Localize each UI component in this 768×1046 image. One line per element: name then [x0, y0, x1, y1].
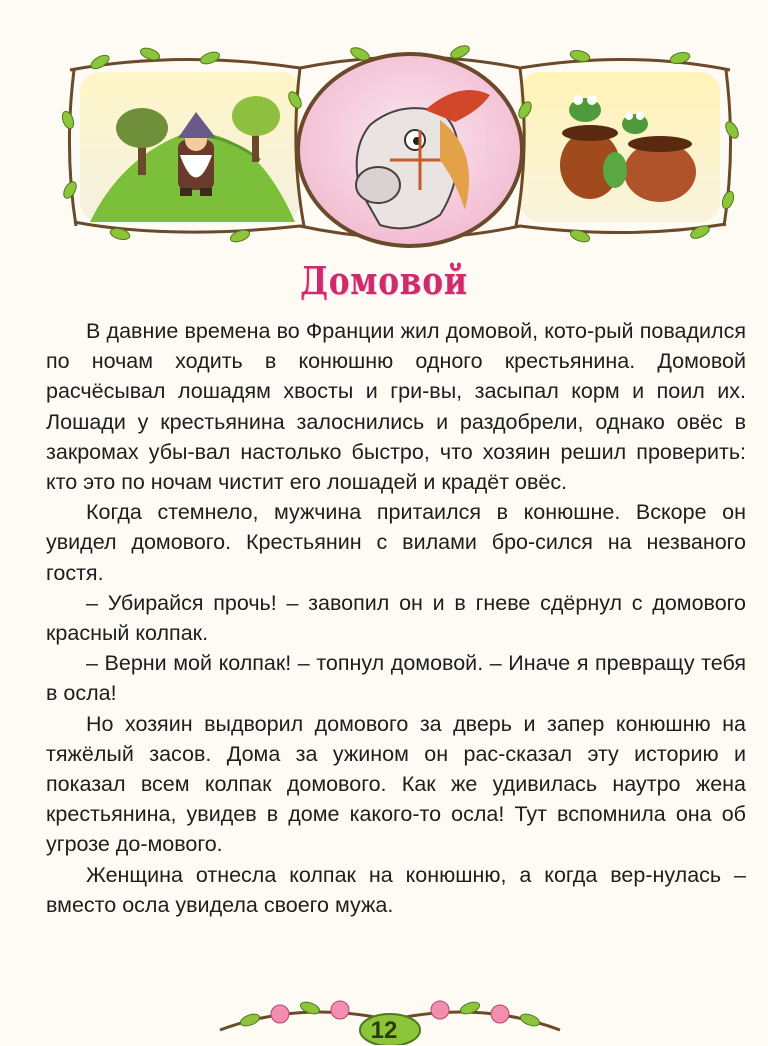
paragraph: Когда стемнело, мужчина притаился в конюшне. Вскоре он увидел домового. Крестьянин с вилами бро-сился на незваного гостя. — [46, 500, 746, 585]
paragraph: – Убирайся прочь! – завопил он и в гневе сдёрнул с домового красный колпак. — [46, 590, 746, 646]
story-title: Домовой — [300, 258, 468, 303]
paragraph: Но хозяин выдворил домового за дверь и запер конюшню на тяжёлый засов. Дома за ужином он рас-сказал эту историю и показал всем колпак домового. Как же удивилась наутро жена крестьянина, увидев в доме какого-то осла! Тут вспомнила она об угрозе до-мового. — [46, 711, 746, 857]
paragraph: – Верни мой колпак! – топнул домовой. – Иначе я превращу тебя в осла! — [46, 651, 746, 706]
page-number: 12 — [370, 1017, 398, 1044]
paragraph: Женщина отнесла колпак на конюшню, а когда вер-нулась – вместо осла увидела своего мужа. — [46, 862, 746, 917]
header-illustration — [60, 40, 740, 255]
center-medallion — [298, 54, 522, 246]
story-text — [46, 316, 746, 920]
right-panel-scene — [520, 72, 720, 222]
paragraph: В давние времена во Франции жил домовой, кото-рый повадился по ночам ходить в конюшню одного крестьянина. Домовой расчёсывал лошадям хвосты и гри-вы, засыпал корм и поил их. Лошади у крестьянина залоснились и раздобрели, однако овёс в закромах убы-вал настолько быстро, что хозяин решил проверить: кто это по ночам чистит его лошадей и крадёт овёс. — [46, 319, 746, 495]
left-panel-scene — [80, 72, 300, 222]
